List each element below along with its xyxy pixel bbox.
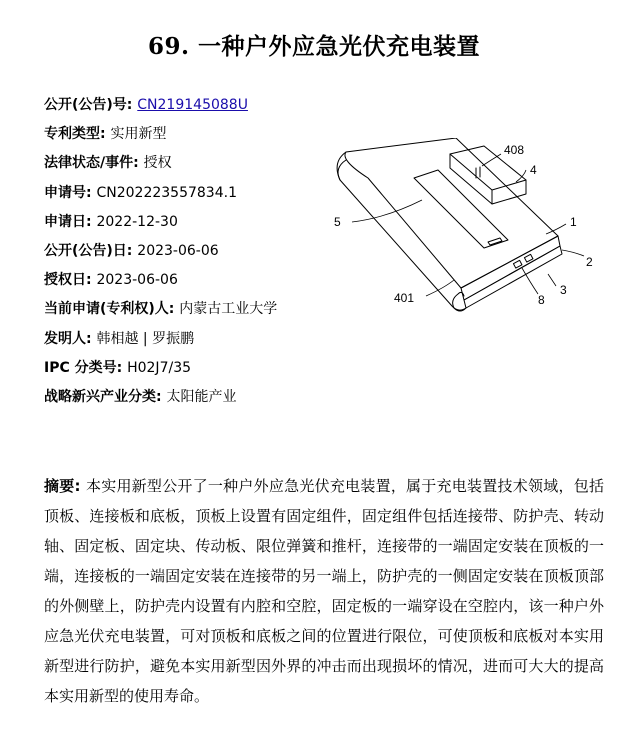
field-grant-date <box>44 268 334 297</box>
leader-408 <box>482 154 501 166</box>
leader-3 <box>548 274 556 286</box>
field-application-number <box>44 181 334 210</box>
leader-5 <box>352 200 422 222</box>
figure-label-408: 408 <box>504 143 525 157</box>
field-label: 专利类型: <box>44 126 111 143</box>
field-publication-date <box>44 239 334 268</box>
publication-number-link[interactable]: CN219145088U <box>137 97 248 113</box>
page-title: 69. 一种户外应急光伏充电装置 <box>147 33 481 60</box>
field-value: 授权 <box>143 155 172 172</box>
field-value: 实用新型 <box>110 126 167 143</box>
figure-label-2: 2 <box>586 255 593 269</box>
leader-1 <box>546 224 566 234</box>
front-layer-2 <box>464 246 562 308</box>
field-inventors <box>44 327 334 356</box>
field-patent-type <box>44 122 334 151</box>
abstract-text: 本实用新型公开了一种户外应急光伏充电装置，属于充电装置技术领域，包括顶板、连接板和底板，顶板上设置有固定组件，固定组件包括连接带、防护壳、转动轴、固定板、固定块、传动板、限位弹簧和推杆，连接带的一端固定安装在顶板的一端，连接板的一端固定安装在连接带的另一端上，防护壳的一侧固定安装在顶板顶部的外侧壁上，防护壳内设置有内腔和空腔，固定板的一端穿设在空腔内，该一种户外应急光伏充电装置，可对顶板和底板之间的位置进行限位，可使顶板和底板对本实用新型进行防护，避免本实用新型因外界的冲击而出现损坏的情况，进而可大大的提高本实用新型的使用寿命。 <box>44 477 604 705</box>
field-legal-status <box>44 151 334 180</box>
field-value: CN202223557834.1 <box>96 184 237 201</box>
field-label: IPC 分类号: <box>44 359 128 376</box>
figure-label-8: 8 <box>538 293 545 307</box>
patent-fields <box>44 93 334 414</box>
figure-label-401: 401 <box>394 291 415 305</box>
field-label: 公开(公告)日: <box>44 242 138 259</box>
field-industry-class <box>44 385 334 414</box>
field-application-date <box>44 210 334 239</box>
field-publication-number <box>44 93 334 122</box>
front-layer-1 <box>461 236 560 300</box>
field-value: 内蒙古工业大学 <box>179 301 278 318</box>
figure-label-5: 5 <box>334 215 341 229</box>
figure-label-1: 1 <box>570 215 577 229</box>
figure-label-4: 4 <box>530 163 537 177</box>
field-label: 申请日: <box>44 213 97 230</box>
field-label: 申请号: <box>44 184 97 201</box>
abstract <box>44 471 604 711</box>
patent-drawing <box>326 138 606 318</box>
field-ipc-class <box>44 356 334 385</box>
leader-401 <box>426 280 454 296</box>
field-label: 授权日: <box>44 272 97 289</box>
field-applicant <box>44 297 334 326</box>
field-value: 2023-06-06 <box>96 272 178 289</box>
leader-2 <box>562 250 584 256</box>
field-label: 法律状态/事件: <box>44 155 144 172</box>
solar-panel <box>414 170 508 248</box>
abstract-label: 摘要: <box>44 477 86 495</box>
field-label: 战略新兴产业分类: <box>44 388 167 405</box>
field-label: 当前申请(专利权)人: <box>44 301 180 318</box>
field-value: 2023-06-06 <box>137 242 219 259</box>
field-value: 太阳能产业 <box>166 388 237 405</box>
field-value: 韩相越 | 罗振鹏 <box>96 330 195 347</box>
field-label: 公开(公告)号: <box>44 97 138 113</box>
field-value: H02J7/35 <box>127 359 192 376</box>
rolled-edge <box>337 152 466 310</box>
field-label: 发明人: <box>44 330 97 347</box>
figure-label-3: 3 <box>560 283 567 297</box>
field-value: 2022-12-30 <box>96 213 178 230</box>
